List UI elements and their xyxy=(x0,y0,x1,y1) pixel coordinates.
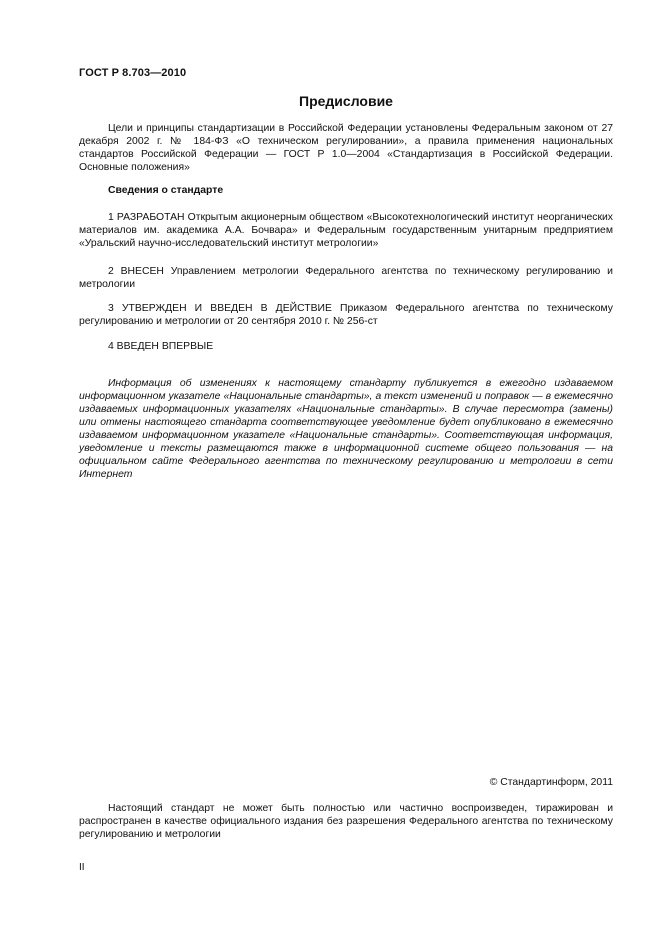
info-heading: Сведения о стандарте xyxy=(108,185,224,196)
item-developed: 1 РАЗРАБОТАН Открытым акционерным обществом «Высокотехнологический институт неорганических материалов им. академика А.А. Бочвара» и Федеральным государственным унитарным предприятием «Уральский научно-исследовательский институт метрологии» xyxy=(79,212,613,249)
page-title: Предисловие xyxy=(299,93,393,109)
page-number: II xyxy=(79,862,85,873)
copyright-line: © Стандартинформ, 2011 xyxy=(489,777,613,788)
standard-code-header: ГОСТ Р 8.703—2010 xyxy=(79,67,187,79)
notice-paragraph: Информация об изменениях к настоящему стандарту публикуется в ежегодно издаваемом информационном указателе «Национальные стандарты», а текст изменений и поправок — в ежемесячно издаваемых информационных указателях «Национальные стандарты». В случае пересмотра (замены) или отмены настоящего стандарта соответствующее уведомление будет опубликовано в ежемесячно издаваемом информационном указателе «Национальные стандарты». Соответствующая информация, уведомление и тексты размещаются также в информационной системе общего пользования — на официальном сайте Федерального агентства по техническому регулированию и метрологии в сети Интернет xyxy=(79,378,613,480)
item-approved: 3 УТВЕРЖДЕН И ВВЕДЕН В ДЕЙСТВИЕ Приказом Федерального агентства по техническому регулированию и метрологии от 20 сентября 2010 г. № 256-ст xyxy=(79,303,613,327)
reproduction-notice: Настоящий стандарт не может быть полностью или частично воспроизведен, тиражирован и распространен в качестве официального издания без разрешения Федерального агентства по техническому регулированию и метрологии xyxy=(79,803,613,840)
item-submitted: 2 ВНЕСЕН Управлением метрологии Федерального агентства по техническому регулированию и метрологии xyxy=(79,266,613,290)
intro-paragraph: Цели и принципы стандартизации в Российской Федерации установлены Федеральным законом от 27 декабря 2002 г. № 184-ФЗ «О техническом регулировании», а правила применения национальных стандартов Российской Федерации — ГОСТ Р 1.0—2004 «Стандартизация в Российской Федерации. Основные положения» xyxy=(79,123,613,173)
item-introduced: 4 ВВЕДЕН ВПЕРВЫЕ xyxy=(108,341,214,352)
